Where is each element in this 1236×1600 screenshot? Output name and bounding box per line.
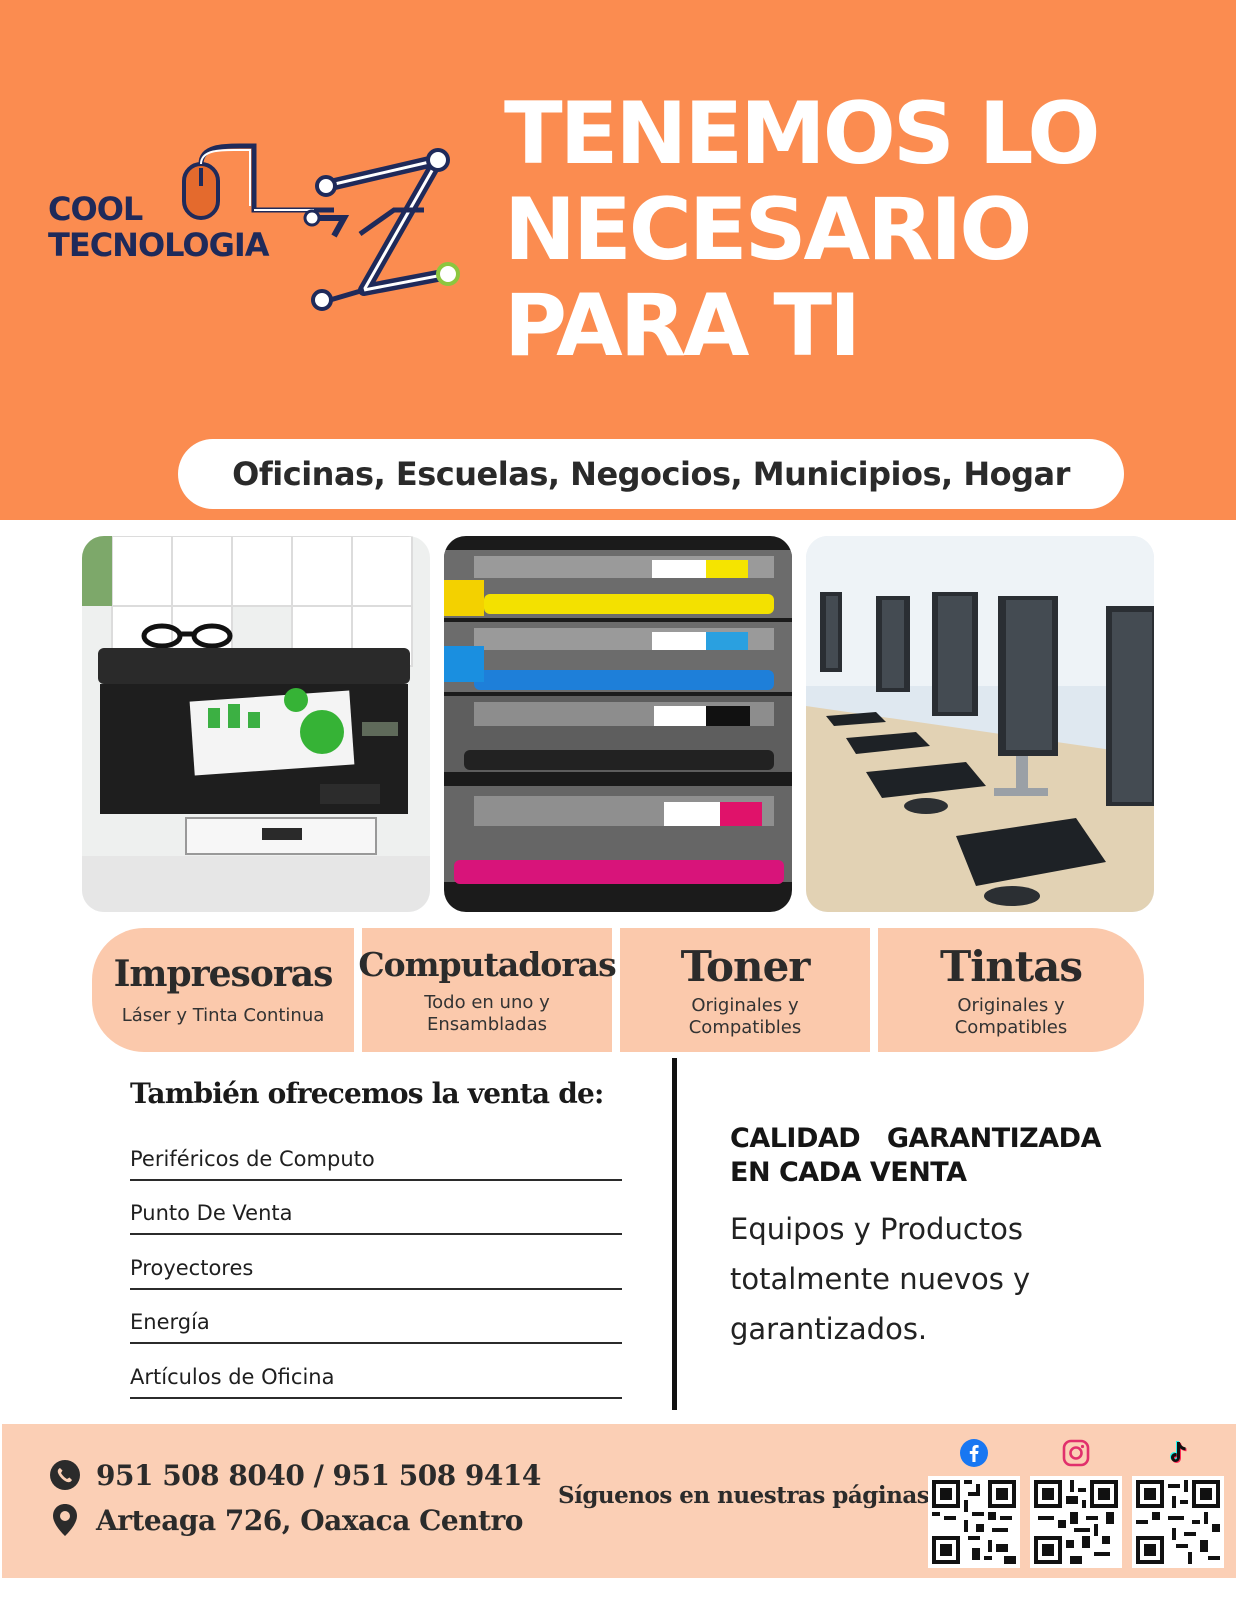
category-toner	[620, 928, 870, 1052]
facebook-icon[interactable]	[959, 1438, 989, 1468]
quality-body-line-1: Equipos y Productos	[730, 1212, 1023, 1246]
quality-title-line-2: EN CADA VENTA	[730, 1157, 967, 1188]
headline-line-2: NECESARIO	[504, 180, 1030, 280]
quality-title-line-1: CALIDAD GARANTIZADA	[730, 1123, 1101, 1154]
brand-line2: TECNOLOGIA	[48, 226, 269, 264]
category-subtitle: Compatibles	[954, 1016, 1068, 1038]
follow-us-text: Síguenos en nuestras páginas	[558, 1482, 930, 1509]
instagram-icon[interactable]	[1061, 1438, 1091, 1468]
address-text: Arteaga 726, Oaxaca Centro	[96, 1503, 523, 1537]
header-banner	[0, 0, 1236, 520]
category-title: Toner	[680, 941, 810, 991]
brand-line1: COOL	[48, 190, 143, 228]
audience-pill	[178, 439, 1124, 509]
facebook-qr-code[interactable]	[928, 1476, 1020, 1568]
quality-body-line-3: garantizados.	[730, 1312, 928, 1346]
social-tiktok[interactable]	[1130, 1438, 1226, 1568]
category-subtitle: Originales y	[957, 994, 1065, 1016]
category-title: Impresoras	[113, 953, 333, 995]
list-item: Artículos de Oficina	[130, 1344, 622, 1399]
quality-title	[730, 1122, 1200, 1190]
address-row	[48, 1503, 523, 1537]
quality-body-line-2: totalmente nuevos y	[730, 1262, 1031, 1296]
toner-photo	[444, 536, 792, 912]
also-title: También ofrecemos la venta de:	[130, 1077, 604, 1110]
list-item: Periféricos de Computo	[130, 1126, 622, 1181]
printer-photo	[82, 536, 430, 912]
social-instagram[interactable]	[1028, 1438, 1124, 1568]
category-bar	[92, 928, 1144, 1052]
tiktok-qr-code[interactable]	[1132, 1476, 1224, 1568]
vertical-divider	[672, 1058, 677, 1410]
category-title: Tintas	[939, 941, 1082, 991]
category-subtitle: Compatibles	[688, 1016, 802, 1038]
category-subtitle: Ensambladas	[426, 1013, 547, 1035]
headline	[504, 86, 1204, 374]
brand-logo	[44, 140, 474, 330]
list-item: Proyectores	[130, 1235, 622, 1290]
footer	[2, 1424, 1236, 1578]
location-pin-icon	[48, 1503, 82, 1537]
category-computadoras	[358, 928, 616, 1052]
social-facebook[interactable]	[926, 1438, 1022, 1568]
list-item: Punto De Venta	[130, 1181, 622, 1236]
category-title: Computadoras	[358, 944, 616, 984]
phone-numbers[interactable]: 951 508 8040 / 951 508 9414	[96, 1458, 541, 1492]
category-subtitle: Todo en uno y	[424, 991, 550, 1013]
computers-photo	[806, 536, 1154, 912]
audience-text: Oficinas, Escuelas, Negocios, Municipios, Hogar	[232, 455, 1070, 493]
category-impresoras	[92, 928, 354, 1052]
headline-line-3: PARA TI	[504, 276, 859, 376]
headline-line-1: TENEMOS LO	[504, 84, 1098, 184]
instagram-qr-code[interactable]	[1030, 1476, 1122, 1568]
list-item: Energía	[130, 1290, 622, 1345]
phone-row	[48, 1458, 541, 1492]
category-subtitle: Originales y	[691, 994, 799, 1016]
also-list	[130, 1126, 622, 1399]
category-subtitle: Láser y Tinta Continua	[121, 1005, 325, 1026]
phone-icon	[48, 1458, 82, 1492]
category-tintas	[878, 928, 1144, 1052]
quality-body	[730, 1204, 1160, 1354]
tiktok-icon[interactable]	[1163, 1438, 1193, 1468]
